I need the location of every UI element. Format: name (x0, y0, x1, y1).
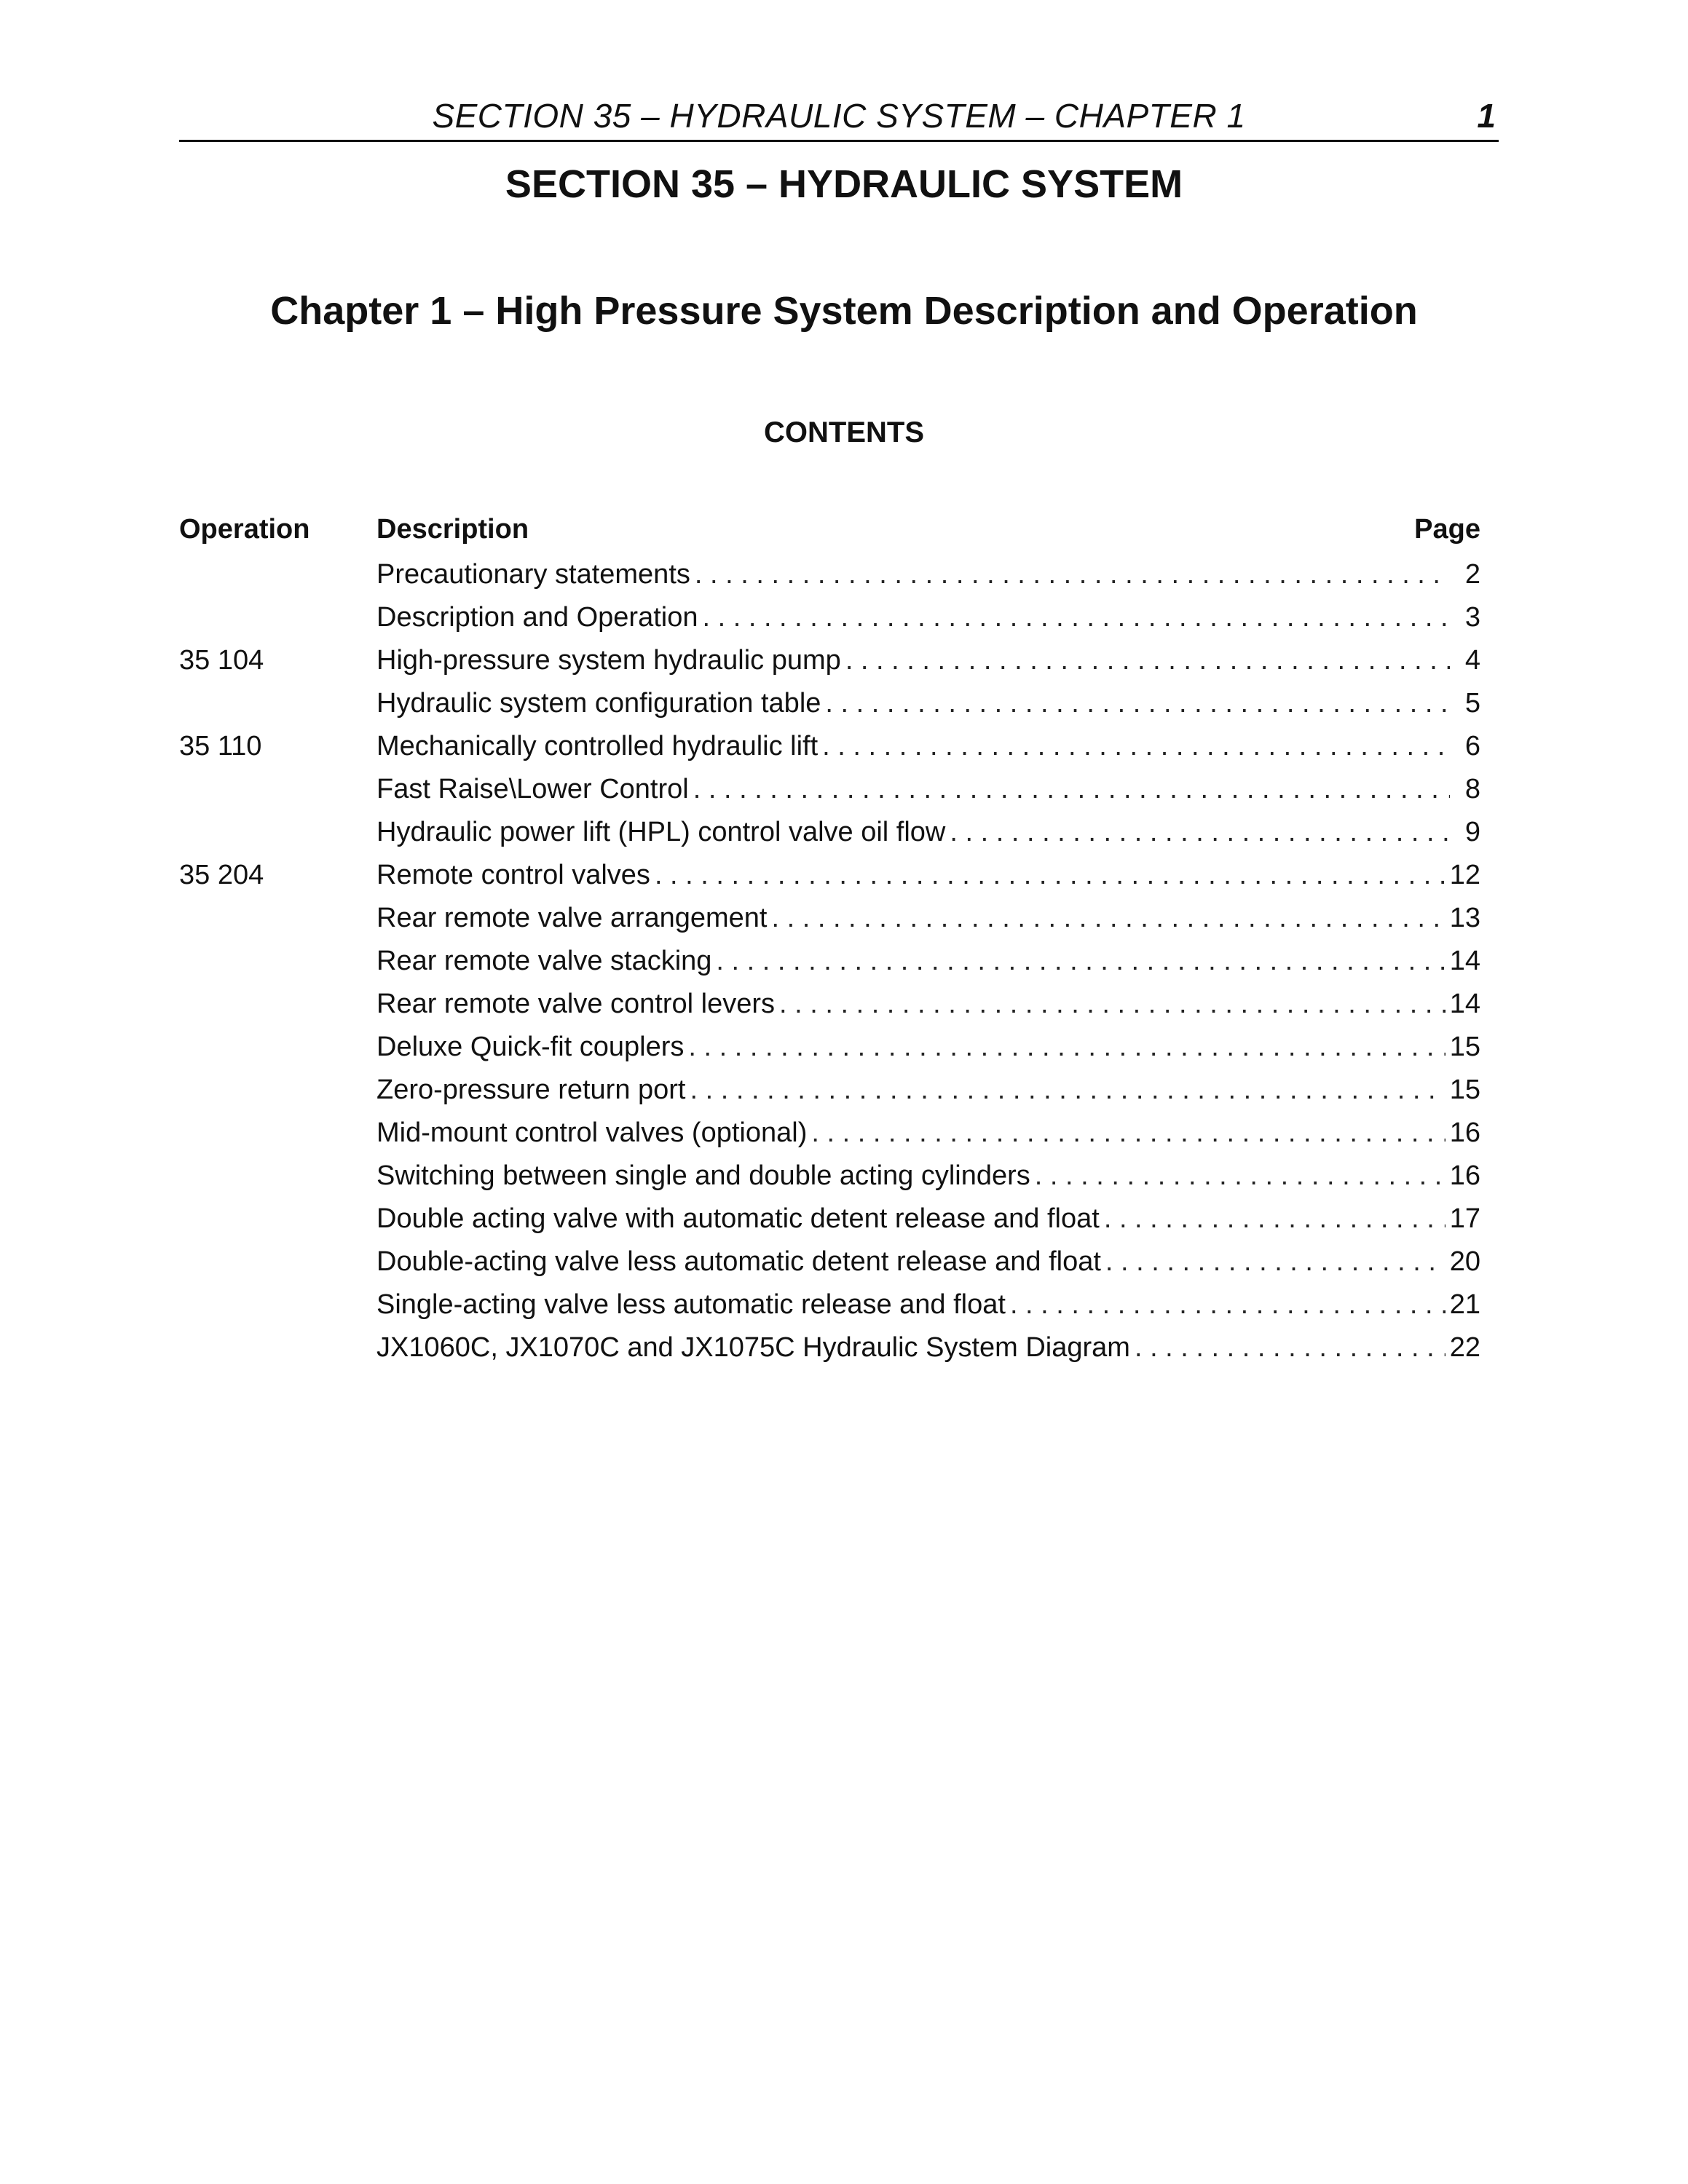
toc-row (179, 558, 1480, 601)
toc-entry (376, 687, 1480, 720)
toc-description: Description and Operation (376, 602, 698, 633)
section-title: SECTION 35 – HYDRAULIC SYSTEM (505, 162, 1183, 206)
toc-description: Single-acting valve less automatic release and float (376, 1289, 1006, 1320)
toc-page-number: 16 (1449, 1117, 1480, 1148)
toc-row (179, 1030, 1480, 1073)
toc-row (179, 944, 1480, 987)
column-header-page: Page (1414, 514, 1480, 545)
toc-page-number: 9 (1464, 817, 1480, 847)
dot-leader (1010, 1288, 1446, 1321)
toc-row (179, 858, 1480, 901)
dot-leader (845, 644, 1450, 677)
toc-description: High-pressure system hydraulic pump (376, 645, 841, 676)
toc-page-number: 5 (1464, 688, 1480, 719)
toc-row (179, 729, 1480, 772)
toc-entry (376, 601, 1480, 634)
dot-leader (1035, 1159, 1446, 1192)
toc-description: Rear remote valve arrangement (376, 903, 768, 933)
dot-leader (825, 687, 1450, 720)
toc-operation-code: 35 204 (179, 860, 264, 890)
toc-page-number: 16 (1449, 1160, 1480, 1191)
chapter-title: Chapter 1 – High Pressure System Description and Operation (270, 289, 1418, 333)
dot-leader (655, 858, 1446, 892)
dot-leader (771, 901, 1445, 935)
dot-leader (950, 815, 1450, 849)
dot-leader (695, 558, 1450, 591)
toc-description: Switching between single and double acting cylinders (376, 1160, 1030, 1191)
toc-description: Precautionary statements (376, 559, 690, 590)
toc-entry (376, 1073, 1480, 1107)
table-of-contents (179, 558, 1480, 1374)
toc-page-number: 14 (1449, 989, 1480, 1019)
toc-row (179, 1331, 1480, 1374)
toc-entry (376, 944, 1480, 978)
toc-entry (376, 901, 1480, 935)
toc-page-number: 13 (1449, 903, 1480, 933)
toc-page-number: 22 (1449, 1332, 1480, 1363)
toc-page-number: 15 (1449, 1032, 1480, 1062)
toc-page-number: 15 (1449, 1075, 1480, 1105)
dot-leader (822, 729, 1450, 763)
running-header (179, 93, 1499, 142)
toc-entry (376, 1202, 1480, 1235)
dot-leader (779, 987, 1446, 1021)
page-number: 1 (1477, 97, 1496, 135)
toc-entry (376, 729, 1480, 763)
toc-row (179, 1245, 1480, 1288)
toc-description: Mid-mount control valves (optional) (376, 1117, 808, 1148)
dot-leader (690, 1073, 1446, 1107)
dot-leader (1135, 1331, 1446, 1364)
toc-description: Remote control valves (376, 860, 650, 890)
toc-page-number: 20 (1449, 1246, 1480, 1277)
toc-page-number: 6 (1464, 731, 1480, 761)
dot-leader (702, 601, 1450, 634)
dot-leader (1104, 1202, 1446, 1235)
toc-row (179, 601, 1480, 644)
toc-entry (376, 858, 1480, 892)
dot-leader (693, 772, 1450, 806)
toc-description: Double-acting valve less automatic detent release and float (376, 1246, 1101, 1277)
toc-description: Hydraulic system configuration table (376, 688, 821, 719)
dot-leader (716, 944, 1445, 978)
running-header-title: SECTION 35 – HYDRAULIC SYSTEM – CHAPTER 1 (432, 97, 1246, 135)
toc-description: Fast Raise\Lower Control (376, 774, 689, 804)
toc-operation-code: 35 104 (179, 645, 264, 676)
toc-description: Mechanically controlled hydraulic lift (376, 731, 819, 761)
toc-page-number: 12 (1449, 860, 1480, 890)
toc-row (179, 687, 1480, 729)
toc-page-number: 4 (1464, 645, 1480, 676)
toc-description: Rear remote valve control levers (376, 989, 775, 1019)
toc-entry (376, 987, 1480, 1021)
toc-page-number: 8 (1464, 774, 1480, 804)
toc-page-number: 14 (1449, 946, 1480, 976)
column-header-operation: Operation (179, 514, 310, 545)
toc-row (179, 772, 1480, 815)
toc-row (179, 1288, 1480, 1331)
toc-row (179, 1202, 1480, 1245)
toc-page-number: 17 (1449, 1203, 1480, 1234)
toc-description: Rear remote valve stacking (376, 946, 712, 976)
toc-entry (376, 1331, 1480, 1364)
toc-row (179, 987, 1480, 1030)
toc-entry (376, 815, 1480, 849)
toc-description: Hydraulic power lift (HPL) control valve oil flow (376, 817, 946, 847)
toc-entry (376, 1030, 1480, 1064)
toc-row (179, 1159, 1480, 1202)
toc-row (179, 815, 1480, 858)
toc-entry (376, 772, 1480, 806)
toc-entry (376, 558, 1480, 591)
column-header-description: Description (376, 514, 529, 545)
toc-description: Double acting valve with automatic detent release and float (376, 1203, 1100, 1234)
toc-page-number: 3 (1464, 602, 1480, 633)
toc-entry (376, 1159, 1480, 1192)
toc-description: JX1060C, JX1070C and JX1075C Hydraulic System Diagram (376, 1332, 1130, 1363)
toc-page-number: 2 (1464, 559, 1480, 590)
contents-heading: CONTENTS (764, 416, 924, 448)
toc-entry (376, 1288, 1480, 1321)
toc-row (179, 901, 1480, 944)
dot-leader (688, 1030, 1445, 1064)
toc-page-number: 21 (1449, 1289, 1480, 1320)
toc-row (179, 644, 1480, 687)
toc-entry (376, 1245, 1480, 1278)
toc-description: Zero-pressure return port (376, 1075, 686, 1105)
toc-row (179, 1116, 1480, 1159)
toc-row (179, 1073, 1480, 1116)
toc-entry (376, 644, 1480, 677)
toc-description: Deluxe Quick-fit couplers (376, 1032, 685, 1062)
dot-leader (1105, 1245, 1446, 1278)
toc-operation-code: 35 110 (179, 731, 262, 761)
dot-leader (811, 1116, 1445, 1150)
toc-entry (376, 1116, 1480, 1150)
